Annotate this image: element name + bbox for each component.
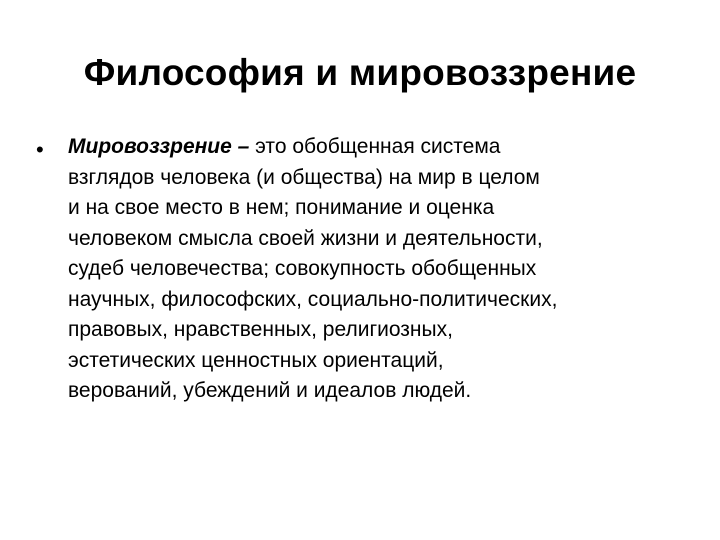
definition-text [68,132,686,407]
definition-line-7: правовых, нравственных, религиозных, [68,318,453,341]
definition-line-6: научных, философских, социально-политических, [68,287,558,311]
slide-title: Философия и мировоззрение [83,52,637,93]
slide-content [36,132,686,407]
definition-line-9: верований, убеждений и идеалов людей. [68,379,472,402]
definition-line-3: и на свое место в нем; понимание и оценка [68,196,495,219]
definition-line-8: эстетических ценностных ориентаций, [68,348,444,372]
bullet-marker: • [36,137,44,162]
definition-line-2: взглядов человека (и общества) на мир в целом [68,165,540,189]
bullet-item [36,132,686,407]
definition-term: Мировоззрение – [68,135,250,158]
definition-line-1 [68,132,686,163]
definition-first-line-rest: это обобщенная система [249,135,501,158]
definition-line-5: судеб человечества; совокупность обобщенных [68,257,537,280]
definition-line-4: человеком смысла своей жизни и деятельности, [68,226,543,250]
